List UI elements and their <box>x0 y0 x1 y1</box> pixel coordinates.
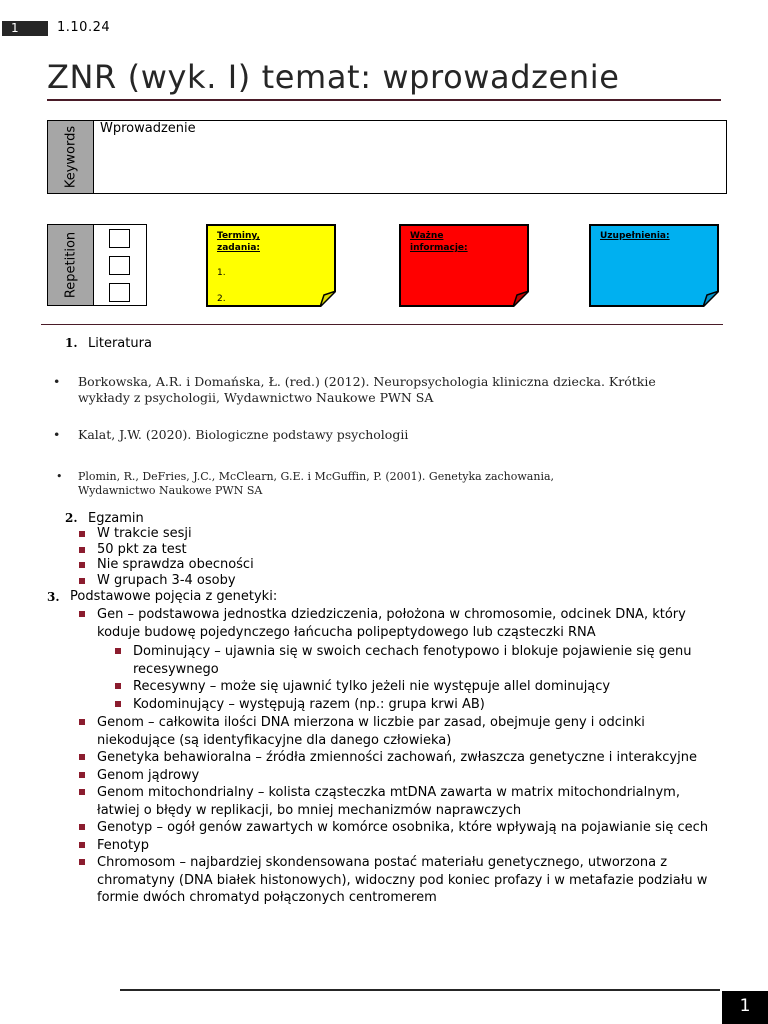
list-item: 50 pkt za test <box>97 542 697 558</box>
repetition-checkbox-1[interactable] <box>109 229 130 248</box>
list-item: W grupach 3-4 osoby <box>97 573 697 589</box>
note-terminy-item-2: 2. <box>217 294 226 304</box>
bullet-icon <box>79 859 85 865</box>
list-item: Dominujący – ujawnia się w swoich cechach fenotypowo i blokuje pojawienie się genu recesywnego <box>133 643 718 678</box>
keywords-box <box>47 120 727 194</box>
section-3-number: 3. <box>47 590 60 604</box>
keywords-label: Keywords <box>63 125 78 189</box>
list-item: Nie sprawdza obecności <box>97 557 697 573</box>
genetics-list <box>97 606 725 641</box>
list-item: Fenotyp <box>97 837 725 855</box>
bullet-icon <box>79 772 85 778</box>
bullet-icon <box>79 754 85 760</box>
keywords-label-cell <box>48 121 94 193</box>
note-uzupelnienia-title: Uzupełnienia: <box>600 231 670 241</box>
bullet-icon: • <box>56 470 63 483</box>
note-fold-icon <box>320 291 336 307</box>
literature-ref-2: • Kalat, J.W. (2020). Biologiczne podstawy psychologii <box>53 427 409 442</box>
list-item: Kodominujący – występują razem (np.: grupa krwi AB) <box>133 696 718 714</box>
note-terminy-item-1: 1. <box>217 268 226 278</box>
literature-ref-1: • Borkowska, A.R. i Domańska, Ł. (red.) (2012). Neuropsychologia kliniczna dziecka. Krótkie wykłady z psychologii, Wydawnictwo Naukowe PWN SA <box>53 374 656 405</box>
note-fold-icon <box>513 291 529 307</box>
genetics-list-continued <box>97 714 725 907</box>
repetition-label: Repetition <box>63 231 78 299</box>
bullet-icon <box>79 719 85 725</box>
repetition-box <box>47 224 147 306</box>
note-terminy-zadania[interactable] <box>206 224 336 307</box>
section-divider <box>41 324 723 325</box>
list-item: Gen – podstawowa jednostka dziedziczenia, położona w chromosomie, odcinek DNA, który koduje budowę pojedynczego łańcucha polipeptydowego lub cząsteczki RNA <box>97 606 725 641</box>
bullet-icon <box>79 842 85 848</box>
list-item: Genotyp – ogół genów zawartych w komórce osobnika, które wpływają na pojawianie się cech <box>97 819 725 837</box>
bullet-icon <box>79 611 85 617</box>
repetition-checkbox-3[interactable] <box>109 283 130 302</box>
date: 1.10.24 <box>57 20 111 35</box>
section-2-title: Egzamin <box>88 511 144 526</box>
footer-page-number: 1 <box>722 991 768 1024</box>
list-item: W trakcie sesji <box>97 526 697 542</box>
note-fold-icon <box>703 291 719 307</box>
page-title: ZNR (wyk. I) temat: wprowadzenie <box>47 58 620 96</box>
bullet-icon: • <box>53 374 61 389</box>
bullet-icon <box>79 547 85 553</box>
exam-list <box>97 526 697 588</box>
bullet-icon <box>115 683 121 689</box>
bullet-icon <box>79 531 85 537</box>
bullet-icon <box>79 789 85 795</box>
section-2-number: 2. <box>65 511 78 525</box>
list-item: Genom mitochondrialny – kolista cząsteczka mtDNA zawarta w matrix mitochondrialnym, łatwiej o błędy w replikacji, bo mniej mechanizmów naprawczych <box>97 784 725 819</box>
bullet-icon: • <box>53 427 61 442</box>
note-uzupelnienia[interactable] <box>589 224 719 307</box>
bullet-icon <box>79 578 85 584</box>
gen-subtypes-list <box>133 643 718 713</box>
repetition-label-cell <box>48 225 94 305</box>
section-3-title: Podstawowe pojęcia z genetyki: <box>70 589 278 604</box>
bullet-icon <box>79 562 85 568</box>
bullet-icon <box>115 701 121 707</box>
section-1-number: 1. <box>65 336 78 350</box>
note-wazne-informacje[interactable] <box>399 224 529 307</box>
literature-ref-3: • Plomin, R., DeFries, J.C., McClearn, G.E. i McGuffin, P. (2001). Genetyka zachowania, Wydawnictwo Naukowe PWN SA <box>56 470 555 497</box>
list-item: Recesywny – może się ujawnić tylko jeżeli nie występuje allel dominujący <box>133 678 718 696</box>
page-number-tab: 1 <box>2 21 48 36</box>
repetition-checkbox-2[interactable] <box>109 256 130 275</box>
bullet-icon <box>79 824 85 830</box>
title-divider <box>47 99 721 101</box>
footer-divider <box>120 989 720 991</box>
list-item: Genom jądrowy <box>97 767 725 785</box>
keywords-text[interactable]: Wprowadzenie <box>100 121 196 136</box>
section-1-title: Literatura <box>88 336 152 351</box>
list-item: Genom – całkowita ilości DNA mierzona w liczbie par zasad, obejmuje geny i odcinki niekodujące (są identyfikacyjne dla danego człowieka) <box>97 714 725 749</box>
list-item: Genetyka behawioralna – źródła zmienności zachowań, zwłaszcza genetyczne i interakcyjne <box>97 749 725 767</box>
list-item: Chromosom – najbardziej skondensowana postać materiału genetycznego, utworzona z chromatyny (DNA białek histonowych), widoczny pod koniec profazy i w metafazie podziału w formie dwóch chromatyd połączonych centromerem <box>97 854 725 907</box>
bullet-icon <box>115 648 121 654</box>
note-terminy-title: Terminy, zadania: <box>217 231 260 253</box>
note-wazne-title: Ważne informacje: <box>410 231 468 253</box>
